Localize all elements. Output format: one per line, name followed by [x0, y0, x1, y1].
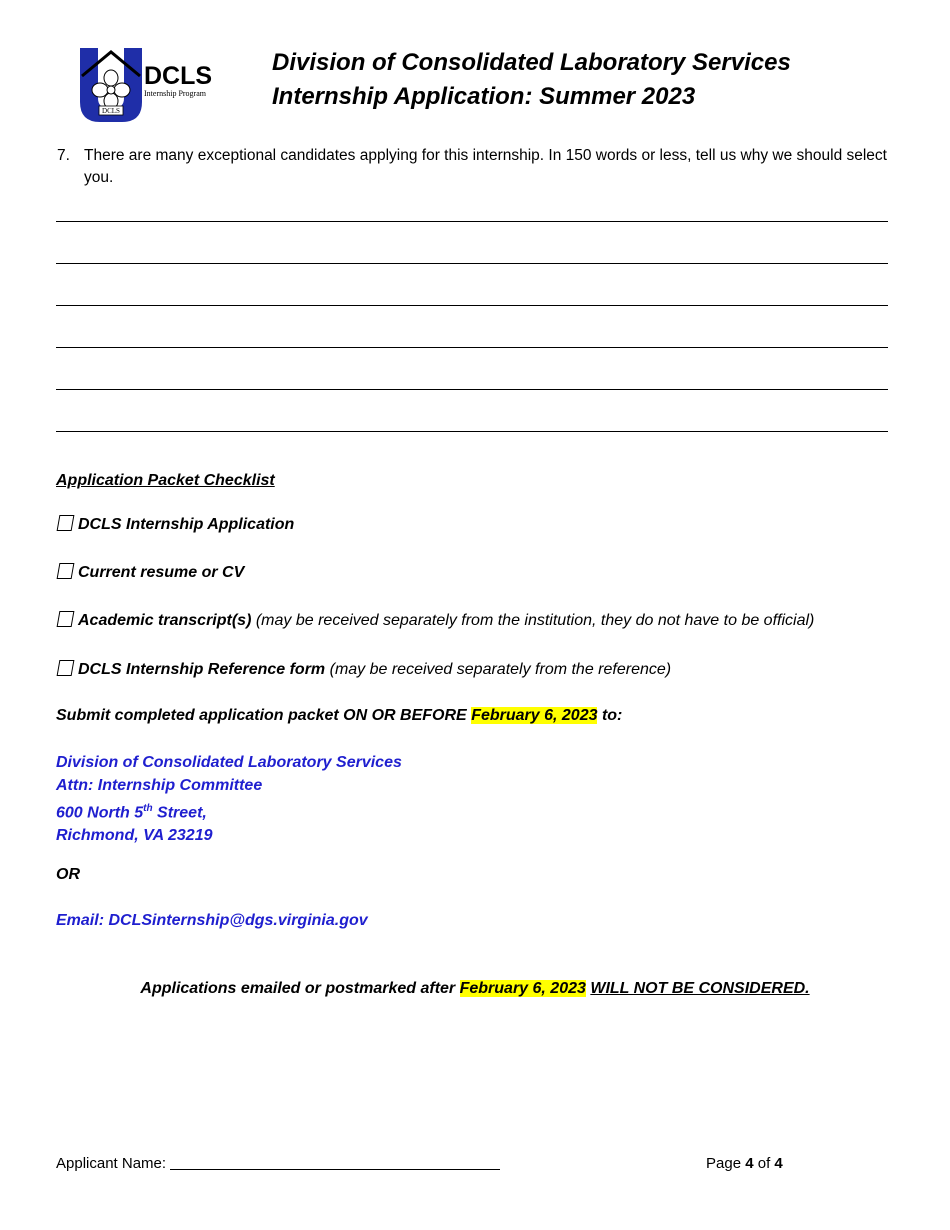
title-line-2: Internship Application: Summer 2023: [272, 83, 696, 110]
address-line-1: Division of Consolidated Laboratory Services: [56, 754, 402, 771]
address-line-2: Attn: Internship Committee: [56, 777, 263, 794]
checklist-item-transcript: [58, 611, 814, 630]
checkbox[interactable]: [57, 515, 75, 531]
deadline-date: February 6, 2023: [471, 707, 598, 724]
address-line-3: 600 North 5th Street,: [56, 803, 207, 822]
address-line-4: Richmond, VA 23219: [56, 827, 213, 845]
mailing-address: [56, 751, 402, 847]
question-text: There are many exceptional candidates applying for this internship. In 150 words or less, tell us why we should select you.: [84, 147, 887, 186]
dcls-logo: [78, 46, 220, 124]
checklist-note: (may be received separately from the reference): [329, 661, 672, 678]
page-number: Page 4 of 4: [706, 1155, 783, 1172]
question-number: 7.: [57, 147, 70, 164]
applicant-name-label: Applicant Name:: [56, 1155, 167, 1172]
answer-line[interactable]: [56, 347, 888, 348]
logo-subtext: Internship Program: [144, 89, 206, 98]
logo-text: DCLS: [144, 62, 213, 90]
submit-suffix: to:: [601, 707, 623, 724]
or-text: OR: [56, 866, 80, 883]
checklist-note: (may be received separately from the institution, they do not have to be official): [255, 612, 815, 629]
warning-prefix: Applications emailed or postmarked after: [140, 980, 456, 997]
checklist-item-application: [58, 515, 294, 534]
applicant-name-field: [56, 1155, 500, 1172]
checklist-item-reference: [58, 660, 671, 679]
title-line-1: Division of Consolidated Laboratory Services: [272, 49, 791, 76]
answer-line[interactable]: [56, 389, 888, 390]
answer-line[interactable]: [56, 305, 888, 306]
svg-text:DCLS: DCLS: [102, 107, 120, 115]
checklist-label: DCLS Internship Application: [78, 516, 295, 533]
answer-line[interactable]: [56, 221, 888, 222]
checklist-heading: Application Packet Checklist: [56, 472, 275, 489]
checklist-item-resume: [58, 563, 244, 582]
checkbox[interactable]: [57, 563, 75, 579]
checkbox[interactable]: [57, 611, 75, 627]
email-link[interactable]: Email: DCLSinternship@dgs.virginia.gov: [56, 912, 368, 929]
submit-prefix: Submit completed application packet ON OR BEFORE: [56, 707, 467, 724]
checklist-label: DCLS Internship Reference form: [78, 661, 326, 678]
warning-date: February 6, 2023: [459, 980, 586, 997]
checklist-label: Current resume or CV: [78, 564, 245, 581]
question-7: [57, 145, 887, 189]
warning-suffix: WILL NOT BE CONSIDERED.: [590, 980, 810, 997]
checkbox[interactable]: [57, 660, 75, 676]
answer-line[interactable]: [56, 263, 888, 264]
submit-instructions: [56, 707, 622, 725]
checklist-label: Academic transcript(s): [78, 612, 252, 629]
page-title: [272, 46, 791, 114]
deadline-warning: [0, 980, 950, 998]
answer-line[interactable]: [56, 431, 888, 432]
applicant-name-input[interactable]: [170, 1169, 500, 1170]
